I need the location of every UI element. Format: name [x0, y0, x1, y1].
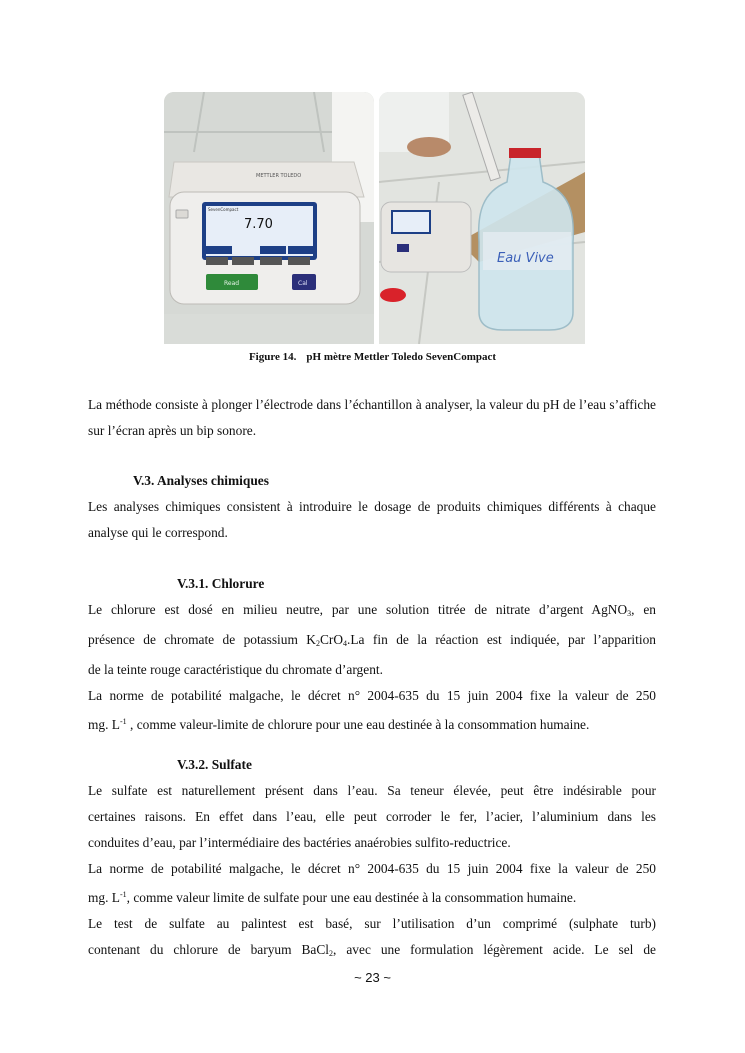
read-button-label: Read [224, 280, 240, 287]
device-brand-text: METTLER TOLEDO [256, 173, 302, 179]
sulfate-line-6: Le test de sulfate au palintest est basé, sur l’utilisation d’un comprimé (sulphate turb) [88, 916, 656, 931]
figure-number: Figure 14. [248, 351, 297, 363]
figure-caption [0, 351, 745, 363]
bottle-photo [379, 92, 585, 344]
chlorure-line-1: Le chlorure est dosé en milieu neutre, par une solution titrée de nitrate d’argent AgNO$_3$, en [88, 602, 656, 618]
chlorure-paragraph [88, 597, 656, 738]
figure-caption-text: pH mètre Mettler Toledo SevenCompact [306, 351, 497, 363]
chlorure-line-5: mg. $L^{-1}$ , comme valeur-limite de chlorure pour une eau destinée à la consommation humaine. [88, 717, 590, 732]
sulfate-line-5: mg. $L^{-1}$, comme valeur limite de sulfate pour une eau destinée à la consommation humaine. [88, 890, 577, 905]
bottle-label: Eau Vive [497, 251, 554, 266]
section-paragraph: Les analyses chimiques consistent à introduire le dosage de produits chimiques différents à chaque analyse qui le correspond. [88, 499, 656, 540]
sulfate-line-2: certaines raisons. En effet dans l’eau, elle peut corroder le fer, l’acier, l’aluminium dans les [88, 809, 656, 824]
ph-meter-photo [164, 92, 374, 344]
ph-reading: 7.70 [244, 217, 273, 232]
device-model-text: SevenCompact [208, 207, 239, 212]
chlorure-line-3: de la teinte rouge caractéristique du chromate d’argent. [88, 662, 383, 677]
cal-button-label: Cal [298, 280, 308, 287]
sulfate-line-4: La norme de potabilité malgache, le décret n° 2004-635 du 15 juin 2004 fixe la valeur de 250 [88, 861, 656, 876]
chlorure-heading: V.3.1. Chlorure [177, 576, 265, 591]
intro-paragraph: La méthode consiste à plonger l’électrode dans l’échantillon à analyser, la valeur du pH de l’eau s’affiche sur l’écran après un bip sonore. [88, 397, 656, 438]
sulfate-line-7: contenant du chlorure de baryum BaCl$_2$, avec une formulation légèrement acide. Le sel de [88, 942, 656, 958]
sulfate-line-3: conduites d’eau, par l’intermédiaire des bactéries anaérobies sulfito-reductrice. [88, 835, 511, 850]
figure-14 [164, 92, 585, 344]
sulfate-heading: V.3.2. Sulfate [177, 757, 252, 772]
section-heading: V.3. Analyses chimiques [133, 473, 269, 488]
page-number: ~ 23 ~ [354, 970, 391, 985]
chlorure-line-4: La norme de potabilité malgache, le décret n° 2004-635 du 15 juin 2004 fixe la valeur de 250 [88, 688, 656, 703]
sulfate-line-1: Le sulfate est naturellement présent dans l’eau. Sa teneur élevée, peut être indésirable pour [88, 783, 656, 798]
chlorure-line-2: présence de chromate de potassium $K_2CrO_4.La$ fin de la réaction est indiquée, par l’apparition [88, 632, 656, 648]
sulfate-paragraph [88, 778, 656, 967]
